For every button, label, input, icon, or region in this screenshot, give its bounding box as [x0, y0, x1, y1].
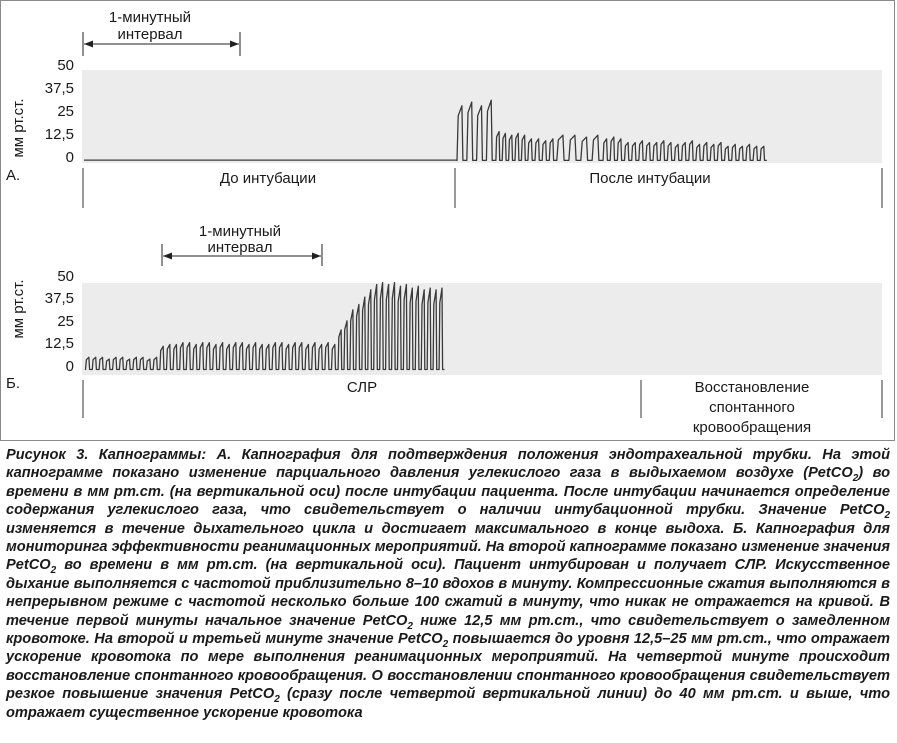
panel-b-phase-cpr: СЛР [346, 379, 378, 396]
panel-b-breath-peak [436, 289, 437, 290]
panel-b-ytick-50: 50 [57, 268, 74, 285]
panel-a-breath-peak [597, 135, 598, 136]
panel-b-breath-peak [406, 284, 407, 285]
panel-b-breath-peak [182, 342, 183, 343]
panel-a-breath-peak [538, 138, 539, 139]
panel-b-breath-peak [163, 346, 164, 347]
panel-b-phase-rosc-line3: кровообращения [692, 419, 812, 436]
panel-a-ytick-0: 0 [65, 149, 74, 166]
panel-a-interval-label-line1: 1-минутный [108, 9, 192, 26]
panel-a-breath-peak [461, 105, 462, 106]
panel-b-y-axis-label: мм рт.ст. [10, 279, 27, 339]
panel-b [6, 223, 882, 436]
panel-a-interval-label-line2: интервал [117, 26, 183, 43]
panel-b-breath-peak [394, 282, 395, 283]
panel-b-breath-peak [189, 342, 190, 343]
panel-b-breath-peak [382, 282, 383, 283]
panel-b-breath-peak [430, 288, 431, 289]
panel-b-breath-peak [301, 342, 302, 343]
panel-b-breath-peak [95, 357, 96, 358]
panel-b-breath-peak [352, 309, 353, 310]
panel-a-breath-peak [505, 133, 506, 134]
panel-b-breath-peak [209, 342, 210, 343]
panel-b-breath-peak [169, 344, 170, 345]
panel-b-breath-peak [136, 357, 137, 358]
panel-b-breath-peak [288, 344, 289, 345]
panel-b-breath-peak [109, 359, 110, 360]
panel-a-breath-peak [545, 140, 546, 141]
panel-b-breath-peak [334, 344, 335, 345]
panel-b-breath-peak [376, 284, 377, 285]
panel-b-phase-rosc-line2: спонтанного [709, 399, 795, 416]
panel-b-breath-peak [346, 320, 347, 321]
panel-b-breath-peak [441, 288, 442, 289]
panel-b-letter: Б. [6, 375, 21, 392]
panel-a-breath-peak [481, 105, 482, 106]
panel-b-breath-peak [314, 342, 315, 343]
panel-b-ytick-0: 0 [65, 358, 74, 375]
panel-b-breath-peak [358, 304, 359, 305]
panel-b-breath-peak [328, 342, 329, 343]
panel-b-breath-peak [88, 357, 89, 358]
panel-b-breath-peak [341, 329, 342, 330]
panel-a-phase-before-intubation: До интубации [219, 170, 317, 187]
panel-a-breath-peak [491, 100, 492, 101]
panel-b-plot-area [82, 283, 882, 375]
panel-b-breath-peak [364, 297, 365, 298]
panel-b-breath-peak [196, 344, 197, 345]
panel-b-breath-peak [229, 344, 230, 345]
panel-b-ytick-37-5: 37,5 [44, 290, 74, 307]
panel-b-breath-peak [321, 344, 322, 345]
panel-b-ytick-25: 25 [57, 313, 74, 330]
panel-a-breath-peak [471, 102, 472, 103]
panel-b-breath-peak [400, 286, 401, 287]
panel-b-breath-peak [262, 344, 263, 345]
panel-a-breath-peak [511, 135, 512, 136]
panel-a-breath-peak [635, 142, 636, 143]
panel-b-breath-peak [255, 342, 256, 343]
panel-a-breath-peak [642, 140, 643, 141]
panel-b-breath-peak [122, 357, 123, 358]
panel-a-breath-peak [699, 144, 700, 145]
panel-b-breath-peak [156, 357, 157, 358]
panel-a-breath-peak [518, 133, 519, 134]
panel-b-breath-peak [115, 357, 116, 358]
panel-b-breath-peak [202, 342, 203, 343]
panel-b-breath-peak [388, 284, 389, 285]
panel-b-phase-rosc-line1: Восстановление [694, 379, 810, 396]
panel-b-breath-peak [281, 342, 282, 343]
panel-b-interval-label-line2: интервал [207, 239, 273, 256]
panel-a-breath-peak [620, 138, 621, 139]
panel-a-ytick-12-5: 12,5 [44, 126, 74, 143]
panel-a-breath-peak [742, 146, 743, 147]
panel-b-breath-peak [235, 342, 236, 343]
panel-a-letter: А. [6, 167, 21, 184]
panel-a-ytick-50: 50 [57, 57, 74, 74]
panel-b-breath-peak [424, 289, 425, 290]
panel-b-breath-peak [149, 359, 150, 360]
panel-a-breath-peak [749, 144, 750, 145]
panel-a-breath-peak [586, 137, 587, 138]
panel-b-breath-peak [275, 342, 276, 343]
panel-b-breath-peak [222, 342, 223, 343]
panel-a-breath-peak [728, 146, 729, 147]
panel-a-breath-peak [678, 144, 679, 145]
panel-a-breath-peak [756, 146, 757, 147]
panel-a-breath-peak [720, 142, 721, 143]
panel-b-breath-peak [308, 344, 309, 345]
panel-a-phase-after-intubation: После интубации [589, 170, 711, 187]
panel-a-breath-peak [663, 140, 664, 141]
panel-a-breath-peak [499, 131, 500, 132]
panel-a-breath-peak [562, 135, 563, 136]
panel-a-breath-peak [713, 144, 714, 145]
panel-a-breath-peak [531, 138, 532, 139]
panel-a-ytick-25: 25 [57, 103, 74, 120]
panel-a-breath-peak [613, 137, 614, 138]
panel-b-breath-peak [370, 289, 371, 290]
panel-b-interval-label-line1: 1-минутный [198, 223, 282, 240]
figure-caption: Рисунок 3. Капнограммы: А. Капнография для подтверждения положения эндотрахеальной трубки. На этой капнограмме показано изменение парциального давления углекислого газа в выдыхаемом воздухе (PetCO$_2$) во времени в мм рт.ст. (на вертикальной оси) после интубации пациента. После интубации начинается определение содержания углекислого газа, что свидетельствует о наличии интубационной трубки. Значение PetCO$_2$ изменяется в течение дыхательного цикла и достигает максимального в конце выдоха. Б. Капнография для мониторинга эффективности реанимационных мероприятий. На второй капнограмме показано изменение значения PetCO$_2$ во времени в мм рт.ст. (на вертикальной оси). Пациент интубирован и получает СЛР. Искусственное дыхание выполняется с частотой приблизительно 8–10 вдохов в минуту. Компрессионные сжатия выполняются в непрерывном режиме с частотой несколько больше 100 сжатий в минуту, что никак не отражается на кривой. В течение первой минуты начальное значение PetCO$_2$ ниже 12,5 мм рт.ст., что свидетельствует о замедленном кровотоке. На второй и третьей минуте значение PetCO$_2$ повышается до уровня 12,5–25 мм рт.ст., что отражает ускорение кровотока по мере выполнения реанимационных мероприятий. На четвертой минуте происходит восстановление спонтанного кровообращения. О восстановлении спонтанного кровообращения свидетельствует резкое повышение значения PetCO$_2$ (сразу после четвертой вертикальной линии) до 40 мм рт.ст. и выше, что отражает существенное ускорение кровотока [6, 447, 891, 721]
panel-b-breath-peak [418, 286, 419, 287]
panel-a-breath-peak [574, 135, 575, 136]
panel-a-breath-peak [735, 144, 736, 145]
panel-b-breath-peak [102, 357, 103, 358]
panel-b-breath-peak [268, 344, 269, 345]
panel-a-breath-peak [670, 142, 671, 143]
panel-b-breath-peak [176, 344, 177, 345]
panel-b-ytick-12-5: 12,5 [44, 335, 74, 352]
panel-b-breath-peak [242, 342, 243, 343]
panel-b-breath-peak [215, 344, 216, 345]
panel-b-breath-peak [295, 342, 296, 343]
panel-a-breath-peak [628, 142, 629, 143]
panel-b-breath-peak [412, 288, 413, 289]
panel-a-breath-peak [656, 142, 657, 143]
panel-a-ytick-37-5: 37,5 [44, 80, 74, 97]
panel-a-breath-peak [552, 138, 553, 139]
panel-a-breath-peak [706, 142, 707, 143]
panel-a-breath-peak [763, 146, 764, 147]
panel-a-y-axis-label: мм рт.ст. [10, 98, 27, 158]
panel-a-breath-peak [685, 142, 686, 143]
panel-a-breath-peak [649, 142, 650, 143]
panel-b-breath-peak [142, 357, 143, 358]
panel-a-breath-peak [524, 135, 525, 136]
panel-a-breath-peak [606, 138, 607, 139]
panel-b-breath-peak [129, 359, 130, 360]
panel-b-breath-peak [248, 344, 249, 345]
panel-a-breath-peak [692, 140, 693, 141]
panel-a [6, 9, 882, 208]
